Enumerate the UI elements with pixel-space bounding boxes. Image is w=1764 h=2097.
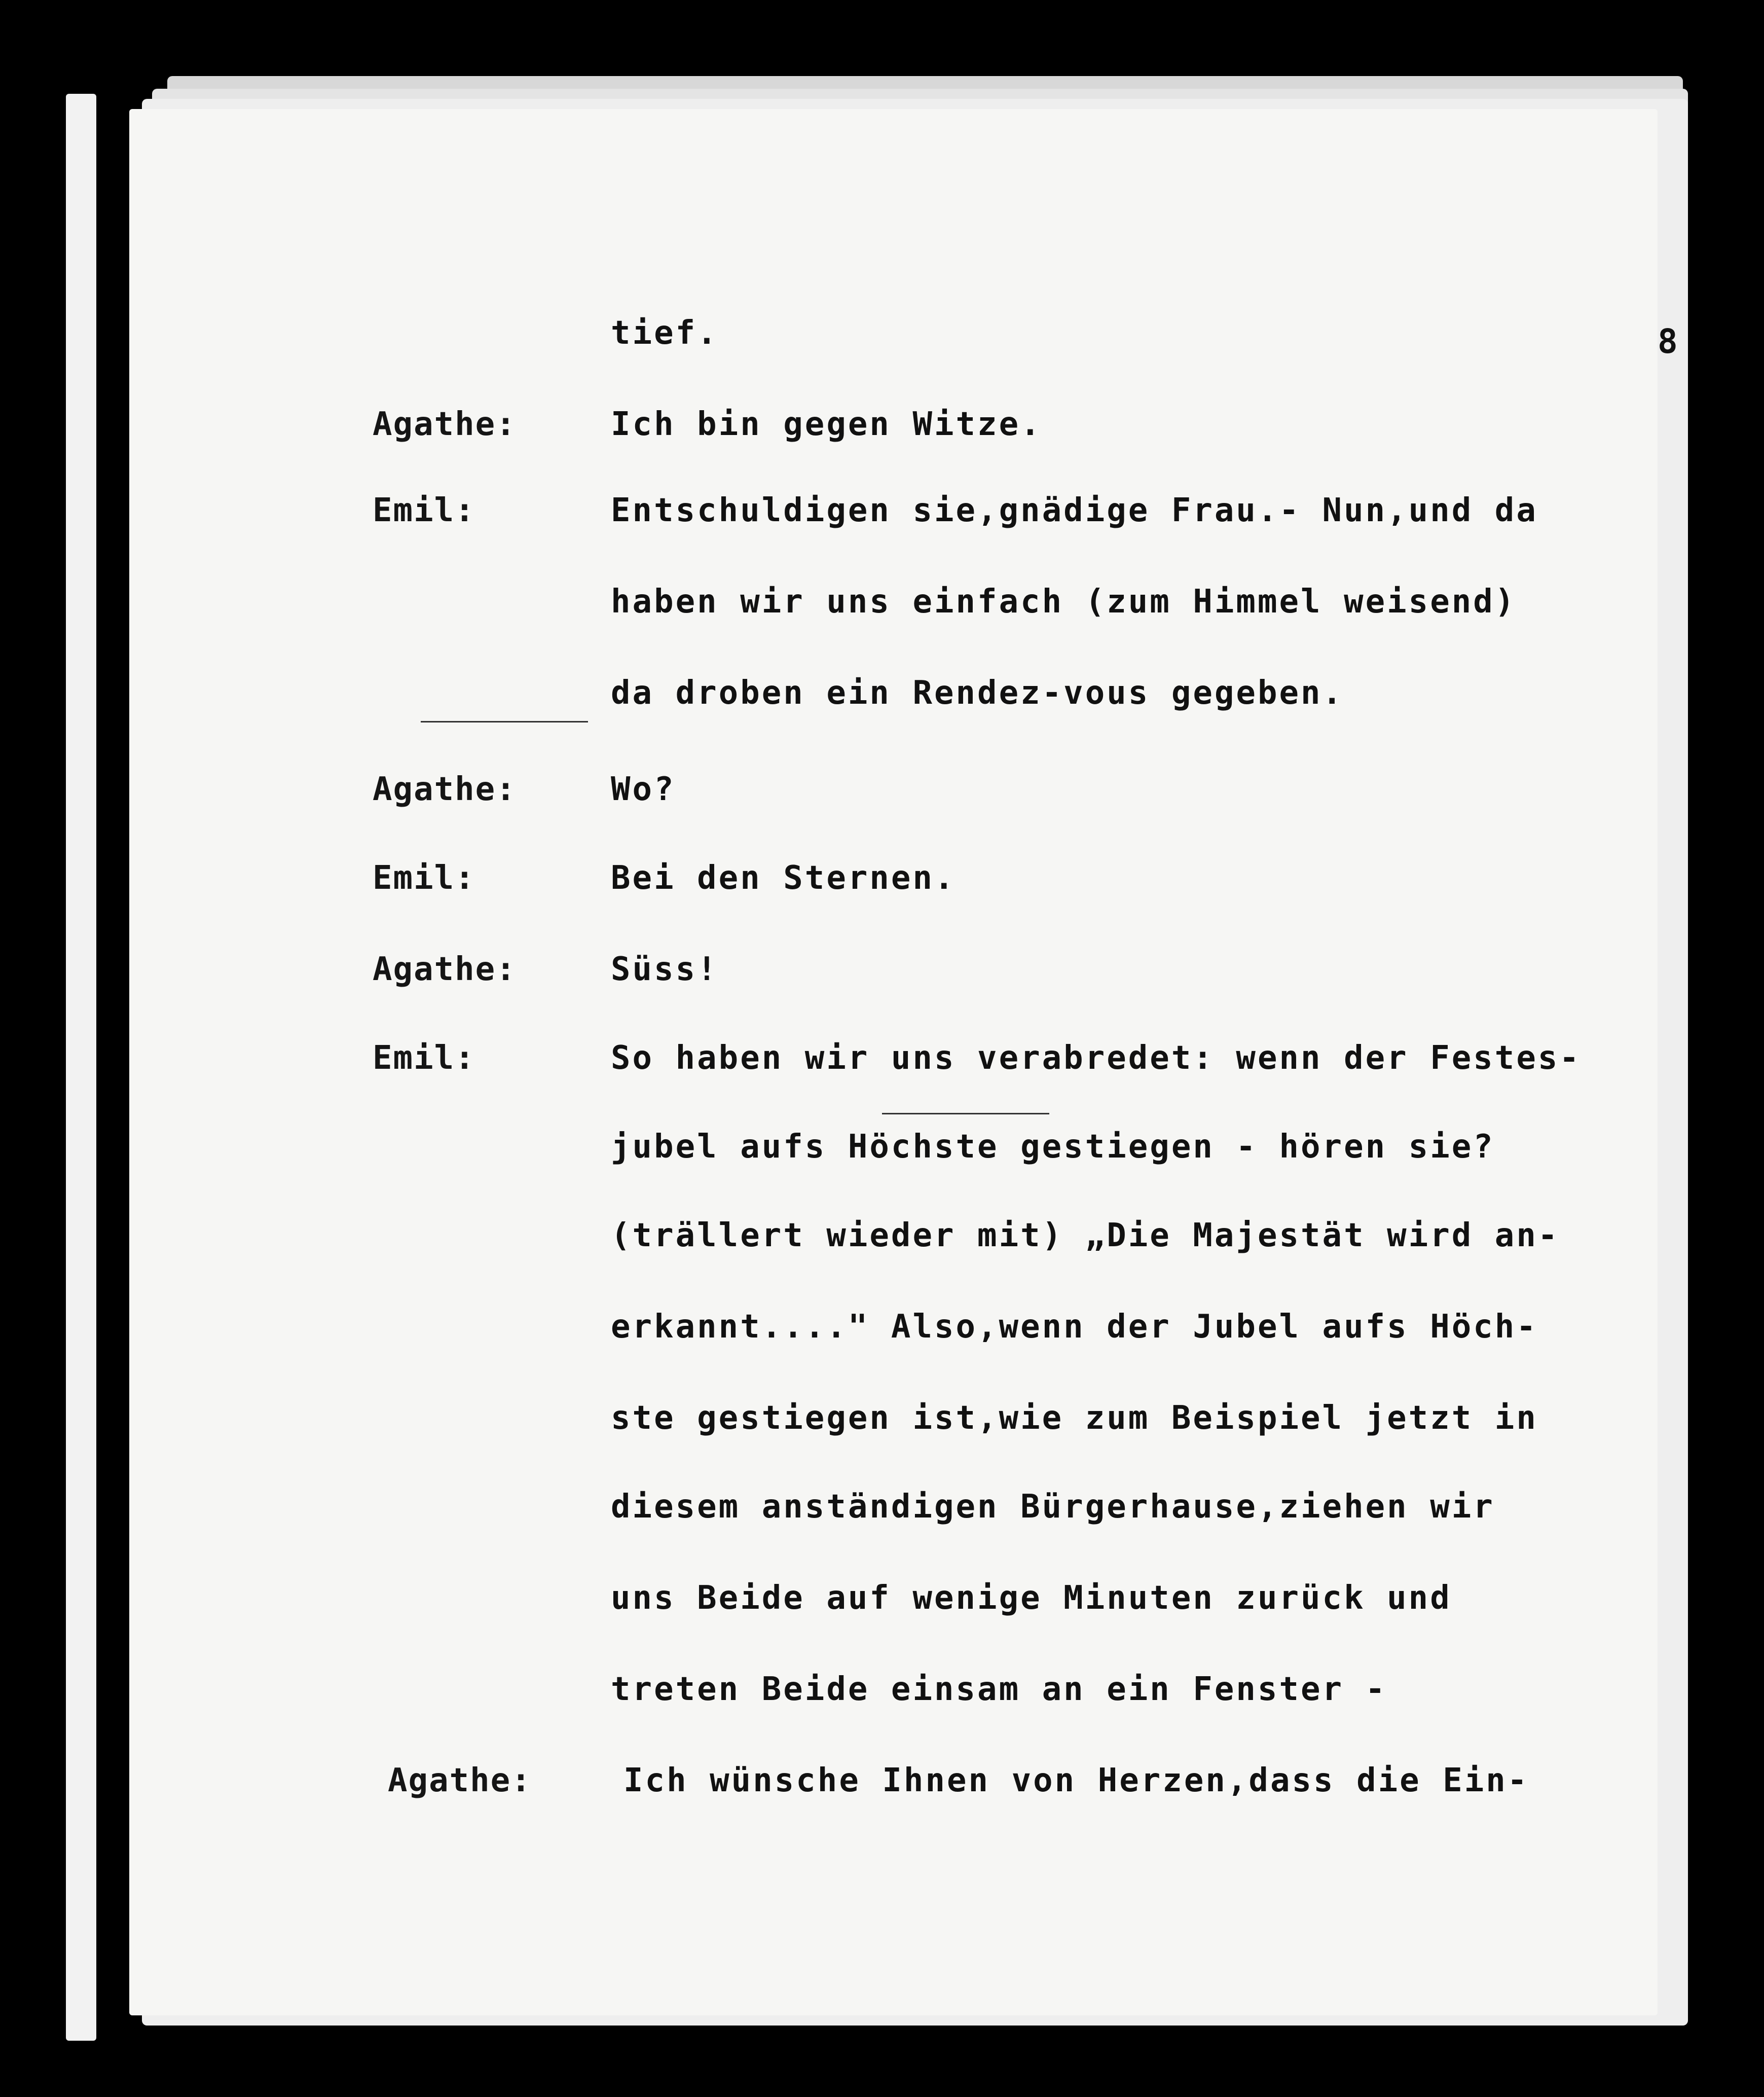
speaker-label: Agathe: [373,406,517,443]
dialogue-text: (trällert wieder mit) „Die Majestät wird an- [611,1217,1560,1254]
dialogue-text: Ich wünsche Ihnen von Herzen,dass die Ein- [623,1762,1529,1799]
dialogue-line [0,771,1764,831]
pencil-stroke [421,721,588,722]
dialogue-line [0,951,1764,1011]
dialogue-line [0,1762,1764,1823]
dialogue-line [0,314,1764,375]
dialogue-line [0,1579,1764,1640]
dialogue-text: diesem anständigen Bürgerhause,ziehen wir [611,1488,1495,1526]
page-number: 8 [1658,322,1678,361]
speaker-label: Agathe: [373,951,517,988]
dialogue-text: da droben ein Rendez-vous gegeben. [611,674,1344,712]
dialogue-text: erkannt...." Also,wenn der Jubel aufs Höch- [611,1308,1538,1346]
pencil-stroke [882,1113,1049,1114]
dialogue-line [0,406,1764,466]
dialogue-text: Ich bin gegen Witze. [611,406,1042,443]
dialogue-line [0,1217,1764,1278]
speaker-label: Emil: [373,1039,475,1077]
dialogue-line [0,1399,1764,1460]
speaker-label: Emil: [373,492,475,529]
dialogue-text: Wo? [611,771,676,808]
dialogue-line [0,674,1764,735]
dialogue-line [0,583,1764,644]
dialogue-text: tief. [611,314,719,352]
dialogue-text: uns Beide auf wenige Minuten zurück und [611,1579,1452,1617]
speaker-label: Emil: [373,859,475,897]
dialogue-text: So haben wir uns verabredet: wenn der Festes- [611,1039,1581,1077]
dialogue-line [0,492,1764,553]
dialogue-line [0,1039,1764,1100]
dialogue-line [0,1308,1764,1369]
dialogue-text: haben wir uns einfach (zum Himmel weisend) [611,583,1517,621]
dialogue-text: ste gestiegen ist,wie zum Beispiel jetzt in [611,1399,1538,1437]
dialogue-line [0,1488,1764,1549]
dialogue-text: Süss! [611,951,719,988]
speaker-label: Agathe: [388,1762,532,1799]
dialogue-text: Bei den Sternen. [611,859,956,897]
dialogue-line [0,1671,1764,1731]
dialogue-line [0,859,1764,920]
speaker-label: Agathe: [373,771,517,808]
dialogue-text: treten Beide einsam an ein Fenster - [611,1671,1387,1708]
dialogue-text: jubel aufs Höchste gestiegen - hören sie? [611,1128,1495,1166]
dialogue-text: Entschuldigen sie,gnädige Frau.- Nun,und da [611,492,1538,529]
dialogue-line [0,1128,1764,1189]
